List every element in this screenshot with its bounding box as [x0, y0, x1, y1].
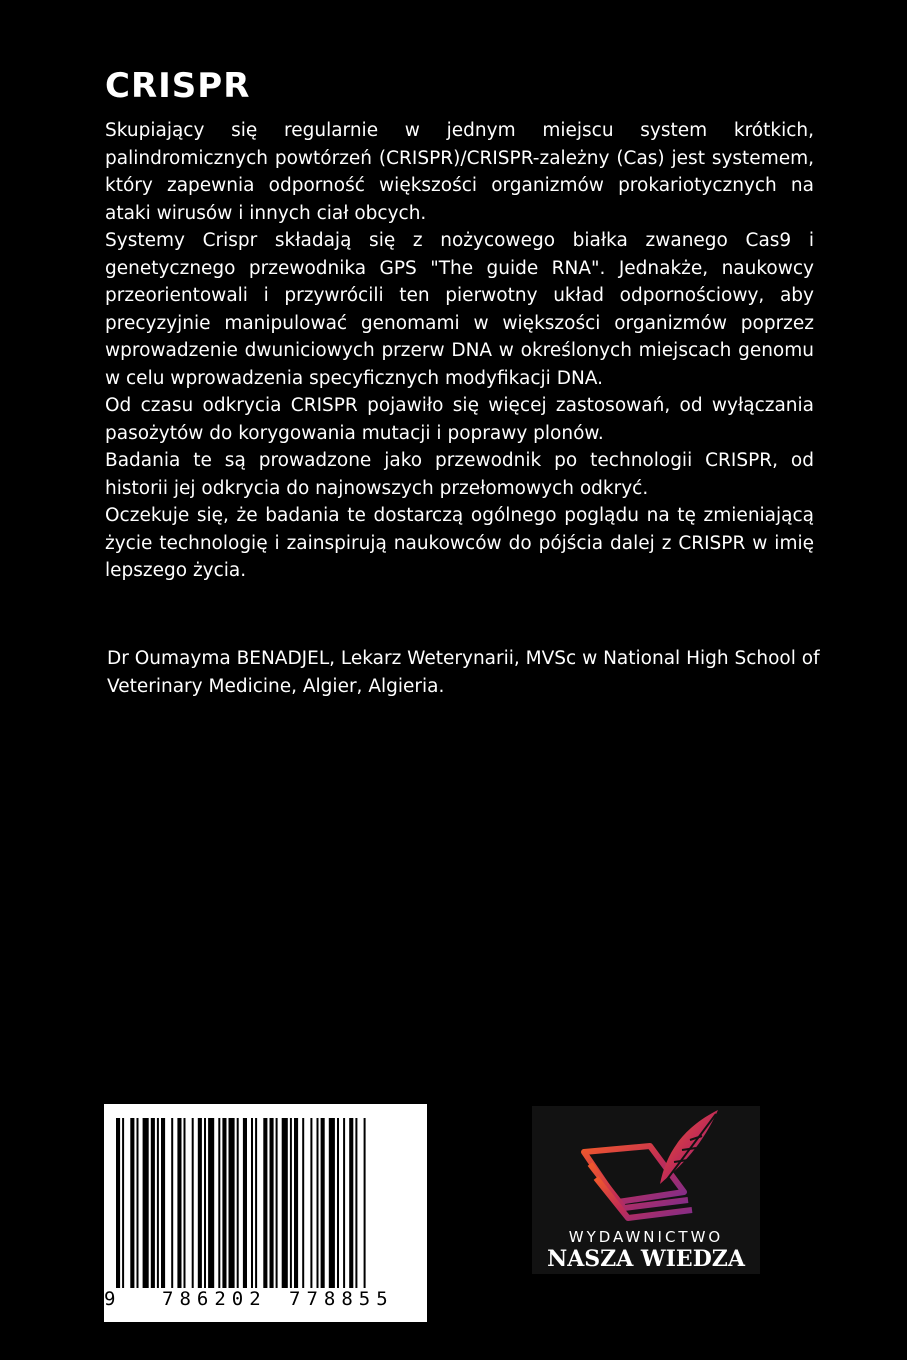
- barcode-bar: [151, 1118, 155, 1288]
- barcode-bars: [116, 1118, 366, 1288]
- paragraph-5: Oczekuje się, że badania te dostarczą ogólnego poglądu na tę zmieniającą życie technologię i zainspirują naukowców do pójścia dalej z CRISPR w imię lepszego życia.: [105, 505, 814, 581]
- barcode-bar: [229, 1118, 235, 1288]
- barcode-digit-lead: 9: [104, 1288, 116, 1310]
- barcode-bar: [270, 1118, 274, 1288]
- barcode-bar: [243, 1118, 247, 1288]
- barcode-bar: [161, 1118, 165, 1288]
- barcode-bar: [208, 1118, 214, 1288]
- description-text: [105, 117, 814, 585]
- barcode-bar: [222, 1118, 226, 1288]
- barcode-digits-right: 778855: [289, 1288, 394, 1310]
- barcode-bar: [329, 1118, 335, 1288]
- paragraph-2: Systemy Crispr składają się z nożycowego białka zwanego Cas9 i genetycznego przewodnika GPS "The guide RNA". Jednakże, naukowcy przeorientowali i przywrócili ten pierwotny układ odpornościowy, aby precyzyjnie manipulować genomami w większości organizmów poprzez wprowadzenie dwuniciowych przerw DNA w określonych miejscach genomu w celu wprowadzenia specyficznych modyfikacji DNA.: [105, 230, 814, 389]
- barcode-bar: [343, 1118, 345, 1288]
- barcode-bar: [364, 1118, 366, 1288]
- barcode-bar: [204, 1118, 206, 1288]
- barcode-bar: [349, 1118, 353, 1288]
- paragraph-4: Badania te są prowadzone jako przewodnik po technologii CRISPR, od historii jej odkrycia do najnowszych przełomowych odkryć.: [105, 450, 814, 499]
- barcode-bar: [317, 1118, 319, 1288]
- barcode-bar: [294, 1118, 298, 1288]
- barcode-bar: [184, 1118, 186, 1288]
- barcode-bar: [122, 1118, 124, 1288]
- barcode-bar: [171, 1118, 173, 1288]
- publisher-label: WYDAWNICTWO: [568, 1228, 724, 1246]
- barcode-bar: [337, 1118, 339, 1288]
- paragraph-1: Skupiający się regularnie w jednym miejscu system krótkich, palindromicznych powtórzeń (CRISPR)/CRISPR-zależny (Cas) jest systemem, który zapewnia odporność większości organizmów prokariotycznych na ataki wirusów i innych ciał obcych.: [105, 120, 814, 224]
- barcode-bar: [192, 1118, 194, 1288]
- barcode-bar: [276, 1118, 278, 1288]
- barcode-bar: [157, 1118, 159, 1288]
- barcode-bar: [290, 1118, 292, 1288]
- barcode-bar: [251, 1118, 253, 1288]
- paragraph-3: Od czasu odkrycia CRISPR pojawiło się więcej zastosowań, od wyłączania pasożytów do korygowania mutacji i poprawy plonów.: [105, 395, 814, 444]
- page-title: CRISPR: [105, 66, 251, 106]
- barcode-graphic: [104, 1104, 427, 1322]
- barcode-bar: [137, 1118, 139, 1288]
- barcode-bar: [218, 1118, 220, 1288]
- barcode-bar: [237, 1118, 239, 1288]
- barcode-bar: [177, 1118, 181, 1288]
- barcode-digits-left: 786202: [162, 1288, 267, 1310]
- publisher-name: NASZA WIEDZA: [547, 1246, 745, 1272]
- barcode-bar: [255, 1118, 257, 1288]
- barcode-bar: [116, 1118, 120, 1288]
- barcode-bar: [302, 1118, 304, 1288]
- book-quill-icon: [532, 1106, 760, 1226]
- barcode-bar: [321, 1118, 325, 1288]
- barcode-bar: [130, 1118, 134, 1288]
- barcode-bar: [143, 1118, 149, 1288]
- barcode-bar: [198, 1118, 202, 1288]
- barcode-bar: [355, 1118, 357, 1288]
- author-bio: Dr Oumayma BENADJEL, Lekarz Weterynarii, MVSc w National High School of Veterinary Medicine, Algier, Algieria.: [107, 648, 820, 697]
- barcode-bar: [310, 1118, 312, 1288]
- publisher-logo: [532, 1106, 760, 1274]
- isbn-barcode: [104, 1104, 427, 1322]
- barcode-bar: [282, 1118, 288, 1288]
- barcode-bar: [263, 1118, 267, 1288]
